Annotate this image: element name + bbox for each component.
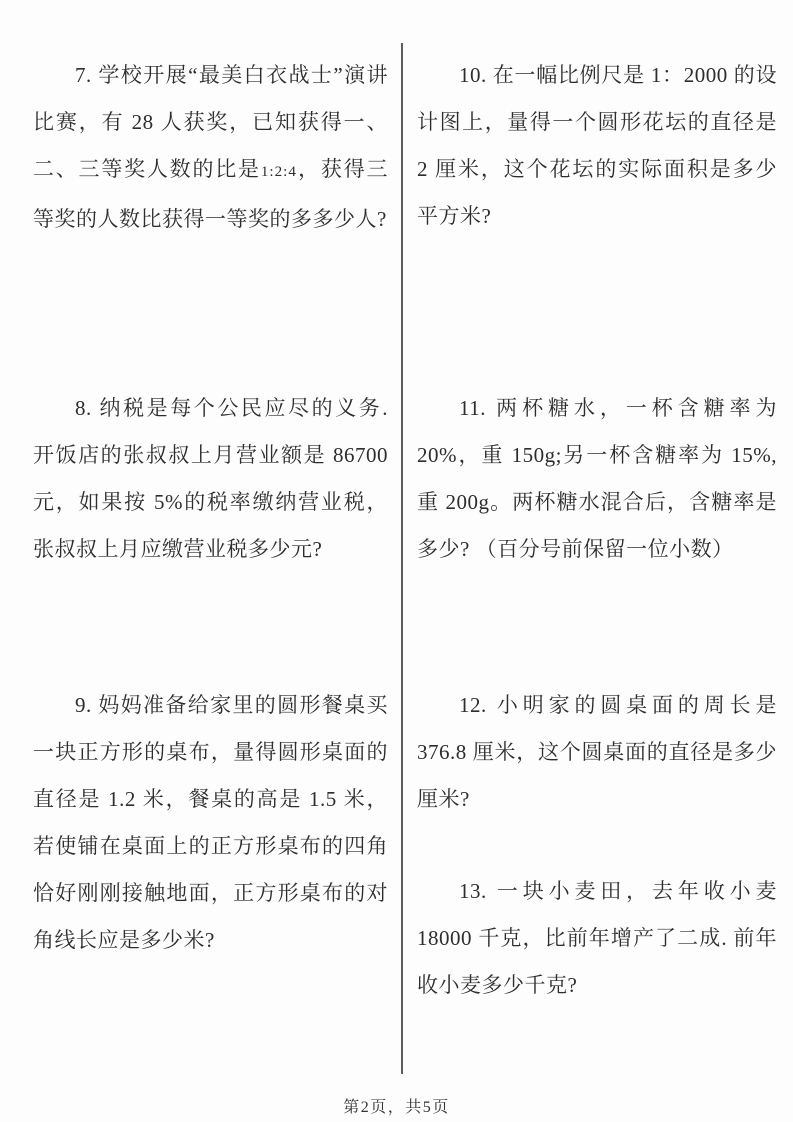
- problem-8: 8. 纳税是每个公民应尽的义务. 开饭店的张叔叔上月营业额是 86700 元，如果按 5%的税率缴纳营业税，张叔叔上月应缴营业税多少元?: [33, 396, 388, 561]
- problem-7-ratio: 1:2:4: [260, 164, 297, 180]
- problem-9: 9. 妈妈准备给家里的圆形餐桌买一块正方形的桌布，量得圆形桌面的直径是 1.2 米，餐桌的高是 1.5 米，若使铺在桌面上的正方形桌布的四角恰好刚刚接触地面，正方形桌布的对角线长应是多少米?: [33, 693, 388, 952]
- page-number-footer: 第2页，共5页: [343, 1099, 450, 1116]
- problem-11: 11. 两杯糖水，一杯含糖率为 20%，重 150g;另一杯含糖率为 15%,重 200g。两杯糖水混合后，含糖率是多少? （百分号前保留一位小数）: [417, 396, 777, 561]
- problem-13: 13. 一块小麦田，去年收小麦 18000 千克，比前年增产了二成. 前年收小麦多少千克?: [417, 879, 777, 997]
- problem-7: [33, 52, 388, 243]
- problem-12: 12. 小明家的圆桌面的周长是 376.8 厘米，这个圆桌面的直径是多少厘米?: [417, 693, 777, 811]
- problem-7-text-pre: 7. 学校开展“最美白衣战士”演讲比赛，有 28 人获奖，已知获得一、二、三等奖人数的比是: [33, 63, 388, 181]
- problem-10: 10. 在一幅比例尺是 1：2000 的设计图上，量得一个圆形花坛的直径是 2 厘米，这个花坛的实际面积是多少平方米?: [417, 63, 777, 228]
- problem-7-text-post: ，获得三等奖的人数比获得一等奖的多多少人?: [33, 157, 388, 231]
- column-divider: [401, 43, 403, 1074]
